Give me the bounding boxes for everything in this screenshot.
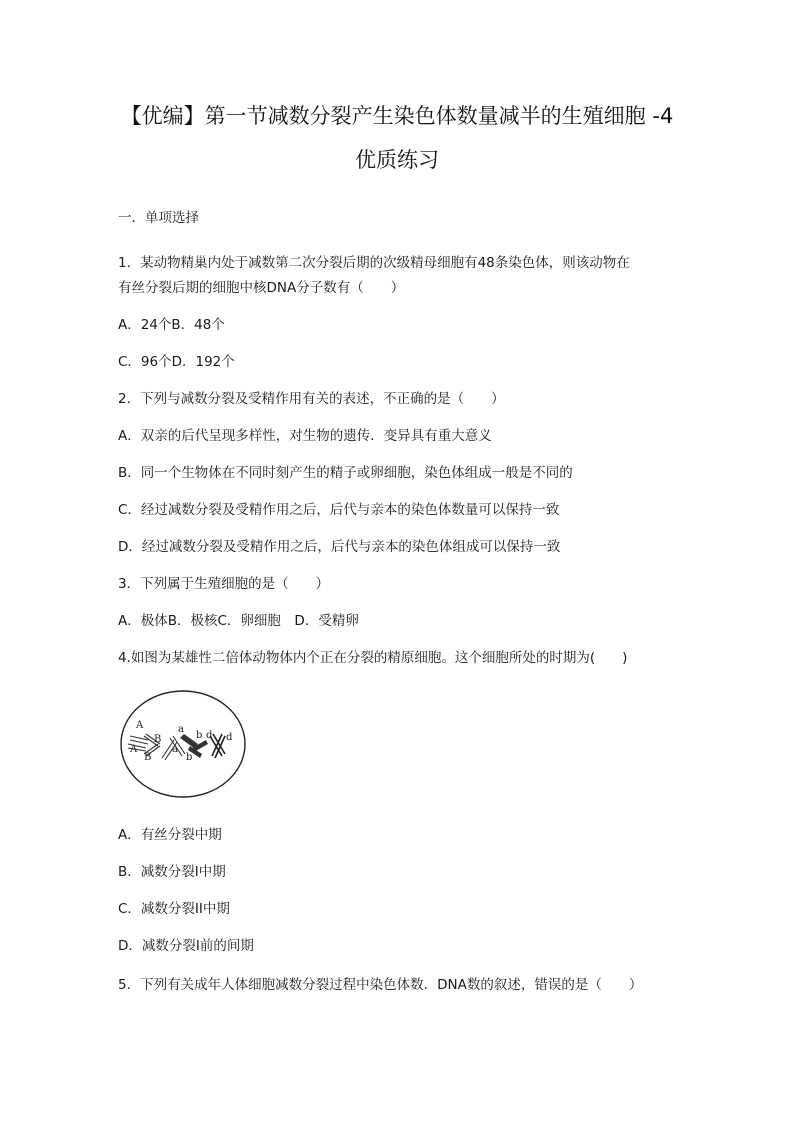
q2-stem: 2．下列与减数分裂及受精作用有关的表述，不正确的是（ ）	[118, 391, 505, 407]
q4-stem: 4.如图为某雄性二倍体动物体内个正在分裂的精原细胞。这个细胞所处的时期为( )	[118, 650, 628, 666]
chromosome-d-2	[212, 734, 225, 758]
chromosome-pair-dark	[180, 734, 208, 758]
q4-option-d: D．减数分裂I前的间期	[118, 938, 254, 954]
q1-stem-line-1: 1．某动物精巢内处于减数第二次分裂后期的次级精母细胞有48条染色体，则该动物在	[118, 255, 630, 271]
gene-label: B	[144, 752, 152, 763]
section-heading: 一．单项选择	[118, 210, 199, 226]
q5-stem: 5．下列有关成年人体细胞减数分裂过程中染色体数．DNA数的叙述，错误的是（ ）	[118, 977, 643, 993]
q1-options-cd: C．96个D．192个	[118, 354, 235, 370]
gene-label: d	[206, 730, 213, 741]
q2-option-a: A．双亲的后代呈现多样性，对生物的遗传．变异具有重大意义	[118, 428, 492, 444]
q4-option-c: C．减数分裂II中期	[118, 901, 230, 917]
gene-label: a	[178, 724, 184, 735]
q3-options: A．极体B．极核C．卵细胞 D．受精卵	[118, 613, 359, 629]
gene-label: d	[226, 732, 233, 743]
gene-label: b	[186, 752, 193, 763]
gene-label: a	[172, 744, 178, 755]
doc-title-line-2: 优质练习	[355, 148, 439, 172]
q1-options-ab: A．24个B．48个	[118, 317, 225, 333]
gene-label: A	[130, 744, 138, 755]
gene-label: A	[136, 720, 144, 731]
doc-title-line-1: 【优编】第一节减数分裂产生染色体数量减半的生殖细胞 -4	[120, 104, 674, 128]
gene-label: b	[196, 730, 203, 741]
q1-stem-line-2: 有丝分裂后期的细胞中核DNA分子数有（ ）	[118, 280, 405, 296]
q2-option-c: C．经过减数分裂及受精作用之后，后代与亲本的染色体数量可以保持一致	[118, 502, 560, 518]
q2-option-d: D．经过减数分裂及受精作用之后，后代与亲本的染色体组成可以保持一致	[118, 539, 561, 555]
gene-label: B	[154, 734, 162, 745]
q3-stem: 3．下列属于生殖细胞的是（ ）	[118, 576, 330, 592]
q2-option-b: B．同一个生物体在不同时刻产生的精子或卵细胞，染色体组成一般是不同的	[118, 465, 573, 481]
cell-division-diagram	[118, 688, 248, 800]
q4-option-a: A．有丝分裂中期	[118, 827, 222, 843]
q4-option-b: B．减数分裂I中期	[118, 864, 226, 880]
cell-membrane-outline	[121, 691, 245, 797]
